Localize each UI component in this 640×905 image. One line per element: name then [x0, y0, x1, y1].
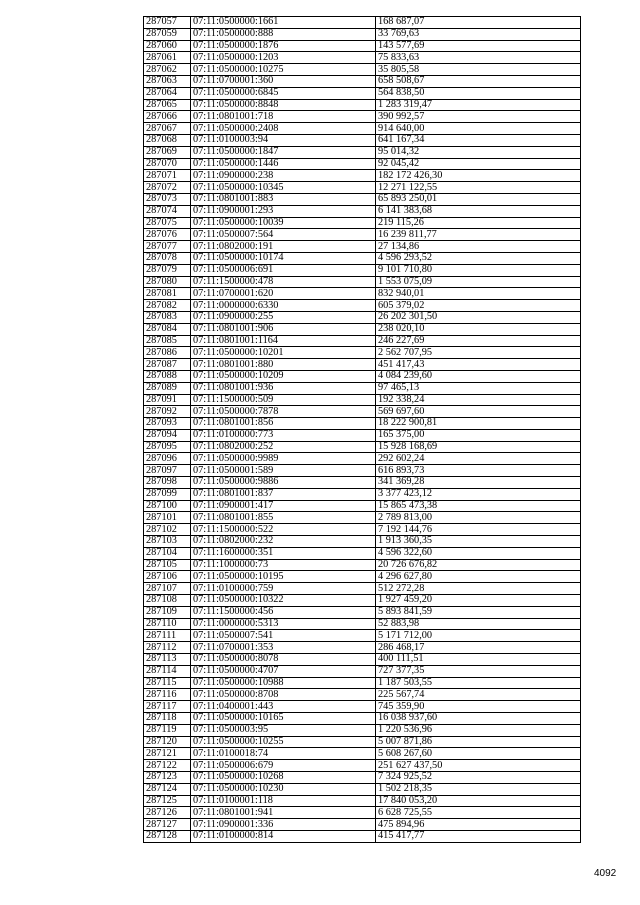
- cadastral-value-cell: 5 007 871,86: [376, 736, 581, 748]
- cadastral-number-cell: 07:11:0500000:8078: [191, 654, 376, 666]
- table-row: [144, 182, 581, 194]
- cadastral-value-cell: 7 192 144,76: [376, 524, 581, 536]
- table-row: [144, 17, 581, 29]
- table-row: [144, 441, 581, 453]
- table-row: [144, 795, 581, 807]
- table-row: [144, 713, 581, 725]
- cadastral-number-cell: 07:11:0500000:10039: [191, 217, 376, 229]
- table-row: [144, 264, 581, 276]
- cadastral-number-cell: 07:11:0801001:718: [191, 111, 376, 123]
- table-row: [144, 830, 581, 842]
- row-number-cell: 287091: [144, 394, 191, 406]
- row-number-cell: 287121: [144, 748, 191, 760]
- table-row: [144, 64, 581, 76]
- cadastral-number-cell: 07:11:0100018:74: [191, 748, 376, 760]
- table-row: [144, 453, 581, 465]
- row-number-cell: 287098: [144, 477, 191, 489]
- row-number-cell: 287077: [144, 241, 191, 253]
- table-row: [144, 229, 581, 241]
- table-row: [144, 252, 581, 264]
- row-number-cell: 287078: [144, 252, 191, 264]
- table-row: [144, 52, 581, 64]
- table-row: [144, 665, 581, 677]
- cadastral-number-cell: 07:11:0900000:238: [191, 170, 376, 182]
- row-number-cell: 287063: [144, 75, 191, 87]
- table-row: [144, 429, 581, 441]
- table-row: [144, 783, 581, 795]
- table-row: [144, 524, 581, 536]
- cadastral-number-cell: 07:11:0500000:1876: [191, 40, 376, 52]
- cadastral-number-cell: 07:11:1500000:478: [191, 276, 376, 288]
- cadastral-number-cell: 07:11:0801001:941: [191, 807, 376, 819]
- cadastral-number-cell: 07:11:0500000:10201: [191, 347, 376, 359]
- table-row: [144, 311, 581, 323]
- cadastral-value-cell: 16 239 811,77: [376, 229, 581, 241]
- page-number: 4092: [594, 868, 617, 879]
- cadastral-value-cell: 92 045,42: [376, 158, 581, 170]
- row-number-cell: 287101: [144, 512, 191, 524]
- table-row: [144, 347, 581, 359]
- cadastral-number-cell: 07:11:0500006:691: [191, 264, 376, 276]
- cadastral-value-cell: 97 465,13: [376, 382, 581, 394]
- cadastral-value-cell: 2 562 707,95: [376, 347, 581, 359]
- cadastral-number-cell: 07:11:0500000:10345: [191, 182, 376, 194]
- cadastral-number-cell: 07:11:0500000:8848: [191, 99, 376, 111]
- row-number-cell: 287070: [144, 158, 191, 170]
- cadastral-number-cell: 07:11:0500000:10322: [191, 595, 376, 607]
- row-number-cell: 287127: [144, 819, 191, 831]
- row-number-cell: 287122: [144, 760, 191, 772]
- cadastral-value-cell: 390 992,57: [376, 111, 581, 123]
- cadastral-value-cell: 75 833,63: [376, 52, 581, 64]
- cadastral-number-cell: 07:11:0500000:1203: [191, 52, 376, 64]
- cadastral-number-cell: 07:11:0500000:10268: [191, 772, 376, 784]
- cadastral-value-cell: 745 359,90: [376, 701, 581, 713]
- cadastral-number-cell: 07:11:0500001:589: [191, 465, 376, 477]
- cadastral-value-cell: 35 805,58: [376, 64, 581, 76]
- row-number-cell: 287071: [144, 170, 191, 182]
- cadastral-value-cell: 251 627 437,50: [376, 760, 581, 772]
- row-number-cell: 287126: [144, 807, 191, 819]
- table-row: [144, 571, 581, 583]
- row-number-cell: 287082: [144, 300, 191, 312]
- cadastral-value-cell: 564 838,50: [376, 87, 581, 99]
- cadastral-value-cell: 727 377,35: [376, 665, 581, 677]
- table-row: [144, 760, 581, 772]
- row-number-cell: 287092: [144, 406, 191, 418]
- cadastral-number-cell: 07:11:0801001:880: [191, 359, 376, 371]
- table-row: [144, 288, 581, 300]
- cadastral-value-cell: 605 379,02: [376, 300, 581, 312]
- table-row: [144, 547, 581, 559]
- table-row: [144, 28, 581, 40]
- table-row: [144, 111, 581, 123]
- cadastral-number-cell: 07:11:0700001:360: [191, 75, 376, 87]
- table-row: [144, 748, 581, 760]
- row-number-cell: 287123: [144, 772, 191, 784]
- table-row: [144, 772, 581, 784]
- cadastral-value-cell: 95 014,32: [376, 146, 581, 158]
- row-number-cell: 287060: [144, 40, 191, 52]
- row-number-cell: 287088: [144, 370, 191, 382]
- table-row: [144, 193, 581, 205]
- cadastral-number-cell: 07:11:0500000:4707: [191, 665, 376, 677]
- cadastral-number-cell: 07:11:0500007:541: [191, 630, 376, 642]
- row-number-cell: 287074: [144, 205, 191, 217]
- row-number-cell: 287107: [144, 583, 191, 595]
- table-row: [144, 583, 581, 595]
- row-number-cell: 287106: [144, 571, 191, 583]
- row-number-cell: 287075: [144, 217, 191, 229]
- row-number-cell: 287097: [144, 465, 191, 477]
- row-number-cell: 287081: [144, 288, 191, 300]
- row-number-cell: 287083: [144, 311, 191, 323]
- cadastral-number-cell: 07:11:0801001:1164: [191, 335, 376, 347]
- cadastral-number-cell: 07:11:0500000:1847: [191, 146, 376, 158]
- cadastral-value-cell: 6 628 725,55: [376, 807, 581, 819]
- cadastral-value-cell: 20 726 676,82: [376, 559, 581, 571]
- cadastral-number-cell: 07:11:0802000:191: [191, 241, 376, 253]
- cadastral-value-cell: 1 220 536,96: [376, 724, 581, 736]
- cadastral-value-cell: 832 940,01: [376, 288, 581, 300]
- row-number-cell: 287080: [144, 276, 191, 288]
- row-number-cell: 287095: [144, 441, 191, 453]
- row-number-cell: 287084: [144, 323, 191, 335]
- table-row: [144, 406, 581, 418]
- table-row: [144, 335, 581, 347]
- cadastral-value-cell: 286 468,17: [376, 642, 581, 654]
- table-body: [144, 17, 581, 843]
- cadastral-number-cell: 07:11:0500000:2408: [191, 123, 376, 135]
- cadastral-value-cell: 7 324 925,52: [376, 772, 581, 784]
- cadastral-number-cell: 07:11:0500000:1661: [191, 17, 376, 29]
- cadastral-number-cell: 07:11:0700001:353: [191, 642, 376, 654]
- table-row: [144, 323, 581, 335]
- table-row: [144, 677, 581, 689]
- cadastral-value-cell: 415 417,77: [376, 830, 581, 842]
- cadastral-number-cell: 07:11:0500000:8708: [191, 689, 376, 701]
- row-number-cell: 287072: [144, 182, 191, 194]
- cadastral-value-cell: 6 141 383,68: [376, 205, 581, 217]
- table-row: [144, 158, 581, 170]
- table-row: [144, 488, 581, 500]
- table-row: [144, 500, 581, 512]
- row-number-cell: 287073: [144, 193, 191, 205]
- row-number-cell: 287089: [144, 382, 191, 394]
- cadastral-value-cell: 1 283 319,47: [376, 99, 581, 111]
- row-number-cell: 287114: [144, 665, 191, 677]
- cadastral-number-cell: 07:11:0500000:10174: [191, 252, 376, 264]
- table-row: [144, 87, 581, 99]
- table-row: [144, 536, 581, 548]
- row-number-cell: 287061: [144, 52, 191, 64]
- cadastral-value-cell: 26 202 301,50: [376, 311, 581, 323]
- cadastral-number-cell: 07:11:0500000:9989: [191, 453, 376, 465]
- cadastral-number-cell: 07:11:0801001:936: [191, 382, 376, 394]
- cadastral-number-cell: 07:11:0500000:10195: [191, 571, 376, 583]
- cadastral-number-cell: 07:11:1500000:456: [191, 606, 376, 618]
- cadastral-value-cell: 569 697,60: [376, 406, 581, 418]
- row-number-cell: 287093: [144, 418, 191, 430]
- cadastral-value-cell: 225 567,74: [376, 689, 581, 701]
- cadastral-value-cell: 616 893,73: [376, 465, 581, 477]
- row-number-cell: 287111: [144, 630, 191, 642]
- cadastral-value-cell: 238 020,10: [376, 323, 581, 335]
- row-number-cell: 287065: [144, 99, 191, 111]
- row-number-cell: 287067: [144, 123, 191, 135]
- cadastral-number-cell: 07:11:0000000:5313: [191, 618, 376, 630]
- cadastral-value-cell: 65 893 250,01: [376, 193, 581, 205]
- table-row: [144, 170, 581, 182]
- row-number-cell: 287120: [144, 736, 191, 748]
- cadastral-value-cell: 9 101 710,80: [376, 264, 581, 276]
- table-row: [144, 736, 581, 748]
- table-row: [144, 217, 581, 229]
- table-row: [144, 465, 581, 477]
- cadastral-number-cell: 07:11:0100003:94: [191, 134, 376, 146]
- row-number-cell: 287079: [144, 264, 191, 276]
- cadastral-number-cell: 07:11:0500000:888: [191, 28, 376, 40]
- table-row: [144, 40, 581, 52]
- cadastral-number-cell: 07:11:0801001:906: [191, 323, 376, 335]
- cadastral-number-cell: 07:11:0700001:620: [191, 288, 376, 300]
- table-row: [144, 276, 581, 288]
- row-number-cell: 287076: [144, 229, 191, 241]
- cadastral-value-cell: 475 894,96: [376, 819, 581, 831]
- cadastral-number-cell: 07:11:1500000:522: [191, 524, 376, 536]
- row-number-cell: 287100: [144, 500, 191, 512]
- cadastral-value-cell: 2 789 813,00: [376, 512, 581, 524]
- row-number-cell: 287128: [144, 830, 191, 842]
- table-row: [144, 512, 581, 524]
- cadastral-number-cell: 07:11:0000000:6330: [191, 300, 376, 312]
- cadastral-number-cell: 07:11:0100000:773: [191, 429, 376, 441]
- row-number-cell: 287113: [144, 654, 191, 666]
- cadastral-value-cell: 658 508,67: [376, 75, 581, 87]
- cadastral-value-cell: 3 377 423,12: [376, 488, 581, 500]
- cadastral-number-cell: 07:11:0900001:336: [191, 819, 376, 831]
- cadastral-value-cell: 4 296 627,80: [376, 571, 581, 583]
- row-number-cell: 287104: [144, 547, 191, 559]
- cadastral-number-cell: 07:11:0802000:252: [191, 441, 376, 453]
- cadastral-number-cell: 07:11:0802000:232: [191, 536, 376, 548]
- cadastral-value-cell: 914 640,00: [376, 123, 581, 135]
- row-number-cell: 287094: [144, 429, 191, 441]
- cadastral-value-cell: 4 596 293,52: [376, 252, 581, 264]
- row-number-cell: 287125: [144, 795, 191, 807]
- cadastral-value-cell: 182 172 426,30: [376, 170, 581, 182]
- cadastral-value-cell: 292 602,24: [376, 453, 581, 465]
- row-number-cell: 287087: [144, 359, 191, 371]
- cadastral-value-cell: 18 222 900,81: [376, 418, 581, 430]
- cadastral-number-cell: 07:11:0500000:10209: [191, 370, 376, 382]
- table-row: [144, 205, 581, 217]
- cadastral-number-cell: 07:11:0801001:856: [191, 418, 376, 430]
- cadastral-number-cell: 07:11:0500000:6845: [191, 87, 376, 99]
- row-number-cell: 287116: [144, 689, 191, 701]
- cadastral-number-cell: 07:11:1500000:509: [191, 394, 376, 406]
- cadastral-value-cell: 165 375,00: [376, 429, 581, 441]
- table-row: [144, 394, 581, 406]
- cadastral-number-cell: 07:11:0500007:564: [191, 229, 376, 241]
- cadastral-value-cell: 451 417,43: [376, 359, 581, 371]
- row-number-cell: 287057: [144, 17, 191, 29]
- cadastral-number-cell: 07:11:0100000:759: [191, 583, 376, 595]
- table-row: [144, 819, 581, 831]
- table-row: [144, 630, 581, 642]
- cadastral-value-cell: 168 687,07: [376, 17, 581, 29]
- cadastral-value-cell: 5 893 841,59: [376, 606, 581, 618]
- cadastral-value-cell: 341 369,28: [376, 477, 581, 489]
- cadastral-value-cell: 27 134,86: [376, 241, 581, 253]
- table-row: [144, 477, 581, 489]
- table-row: [144, 359, 581, 371]
- cadastral-value-cell: 12 271 122,55: [376, 182, 581, 194]
- row-number-cell: 287124: [144, 783, 191, 795]
- row-number-cell: 287069: [144, 146, 191, 158]
- cadastral-number-cell: 07:11:1000000:73: [191, 559, 376, 571]
- cadastral-value-cell: 16 038 937,60: [376, 713, 581, 725]
- row-number-cell: 287118: [144, 713, 191, 725]
- table-row: [144, 595, 581, 607]
- cadastral-number-cell: 07:11:0500000:1446: [191, 158, 376, 170]
- table-row: [144, 123, 581, 135]
- cadastral-value-cell: 246 227,69: [376, 335, 581, 347]
- cadastral-number-cell: 07:11:0500000:7878: [191, 406, 376, 418]
- row-number-cell: 287086: [144, 347, 191, 359]
- cadastral-number-cell: 07:11:1600000:351: [191, 547, 376, 559]
- cadastral-number-cell: 07:11:0500000:10255: [191, 736, 376, 748]
- cadastral-value-cell: 33 769,63: [376, 28, 581, 40]
- cadastral-number-cell: 07:11:0801001:883: [191, 193, 376, 205]
- table-row: [144, 689, 581, 701]
- table-row: [144, 807, 581, 819]
- table-row: [144, 300, 581, 312]
- cadastral-number-cell: 07:11:0500000:9886: [191, 477, 376, 489]
- cadastral-number-cell: 07:11:0500003:95: [191, 724, 376, 736]
- row-number-cell: 287066: [144, 111, 191, 123]
- table-row: [144, 418, 581, 430]
- table-row: [144, 701, 581, 713]
- row-number-cell: 287119: [144, 724, 191, 736]
- cadastral-value-cell: 1 913 360,35: [376, 536, 581, 548]
- cadastral-number-cell: 07:11:0500000:10230: [191, 783, 376, 795]
- cadastral-number-cell: 07:11:0900000:255: [191, 311, 376, 323]
- cadastral-value-cell: 143 577,69: [376, 40, 581, 52]
- cadastral-value-table: [143, 16, 581, 843]
- table-row: [144, 99, 581, 111]
- row-number-cell: 287099: [144, 488, 191, 500]
- cadastral-number-cell: 07:11:0900001:417: [191, 500, 376, 512]
- table-row: [144, 134, 581, 146]
- cadastral-value-cell: 17 840 053,20: [376, 795, 581, 807]
- cadastral-value-cell: 512 272,28: [376, 583, 581, 595]
- row-number-cell: 287112: [144, 642, 191, 654]
- table-row: [144, 75, 581, 87]
- row-number-cell: 287110: [144, 618, 191, 630]
- row-number-cell: 287108: [144, 595, 191, 607]
- cadastral-value-cell: 400 111,51: [376, 654, 581, 666]
- table-row: [144, 642, 581, 654]
- cadastral-number-cell: 07:11:0801001:837: [191, 488, 376, 500]
- cadastral-number-cell: 07:11:0100000:814: [191, 830, 376, 842]
- row-number-cell: 287105: [144, 559, 191, 571]
- table-row: [144, 146, 581, 158]
- cadastral-number-cell: 07:11:0500000:10275: [191, 64, 376, 76]
- cadastral-value-cell: 5 171 712,00: [376, 630, 581, 642]
- table-row: [144, 606, 581, 618]
- cadastral-number-cell: 07:11:0100001:118: [191, 795, 376, 807]
- row-number-cell: 287064: [144, 87, 191, 99]
- row-number-cell: 287096: [144, 453, 191, 465]
- cadastral-number-cell: 07:11:0500006:679: [191, 760, 376, 772]
- table-row: [144, 654, 581, 666]
- cadastral-value-cell: 5 608 267,60: [376, 748, 581, 760]
- row-number-cell: 287102: [144, 524, 191, 536]
- cadastral-value-cell: 641 167,34: [376, 134, 581, 146]
- cadastral-value-cell: 219 115,26: [376, 217, 581, 229]
- cadastral-value-cell: 1 553 075,09: [376, 276, 581, 288]
- row-number-cell: 287115: [144, 677, 191, 689]
- cadastral-number-cell: 07:11:0400001:443: [191, 701, 376, 713]
- cadastral-number-cell: 07:11:0500000:10165: [191, 713, 376, 725]
- table-row: [144, 370, 581, 382]
- table-row: [144, 724, 581, 736]
- cadastral-value-cell: 15 928 168,69: [376, 441, 581, 453]
- table-row: [144, 241, 581, 253]
- cadastral-value-cell: 4 084 239,60: [376, 370, 581, 382]
- table-row: [144, 618, 581, 630]
- row-number-cell: 287059: [144, 28, 191, 40]
- cadastral-number-cell: 07:11:0500000:10988: [191, 677, 376, 689]
- cadastral-value-cell: 1 927 459,20: [376, 595, 581, 607]
- row-number-cell: 287085: [144, 335, 191, 347]
- row-number-cell: 287117: [144, 701, 191, 713]
- table-row: [144, 382, 581, 394]
- row-number-cell: 287068: [144, 134, 191, 146]
- cadastral-value-cell: 192 338,24: [376, 394, 581, 406]
- cadastral-value-cell: 1 187 503,55: [376, 677, 581, 689]
- table-row: [144, 559, 581, 571]
- row-number-cell: 287103: [144, 536, 191, 548]
- cadastral-value-cell: 1 502 218,35: [376, 783, 581, 795]
- cadastral-value-cell: 15 865 473,38: [376, 500, 581, 512]
- cadastral-value-cell: 4 596 322,60: [376, 547, 581, 559]
- row-number-cell: 287062: [144, 64, 191, 76]
- cadastral-number-cell: 07:11:0801001:855: [191, 512, 376, 524]
- cadastral-number-cell: 07:11:0900001:293: [191, 205, 376, 217]
- cadastral-value-cell: 52 883,98: [376, 618, 581, 630]
- row-number-cell: 287109: [144, 606, 191, 618]
